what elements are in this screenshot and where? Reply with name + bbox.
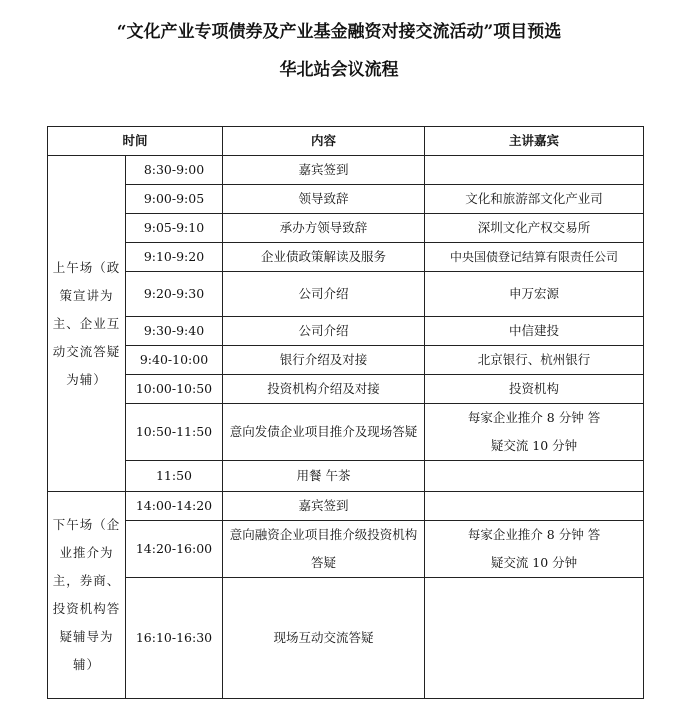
row-speaker: 中信建投 (425, 317, 644, 346)
row-content: 银行介绍及对接 (223, 346, 425, 375)
row-content: 嘉宾签到 (223, 156, 425, 185)
row-time: 9:10-9:20 (126, 243, 223, 272)
row-content: 领导致辞 (223, 185, 425, 214)
title-line-2: 华北站会议流程 (279, 60, 399, 80)
row-time: 9:30-9:40 (126, 317, 223, 346)
row-speaker: 投资机构 (425, 375, 644, 404)
table-row (48, 404, 644, 461)
row-time: 9:00-9:05 (126, 185, 223, 214)
row-content: 公司介绍 (223, 272, 425, 317)
row-time: 8:30-9:00 (126, 156, 223, 185)
row-content: 承办方领导致辞 (223, 214, 425, 243)
table-row (48, 185, 644, 214)
row-speaker: 每家企业推介 8 分钟 答疑交流 10 分钟 (425, 521, 644, 578)
row-time: 9:20-9:30 (126, 272, 223, 317)
schedule-table (47, 126, 644, 699)
row-content: 公司介绍 (223, 317, 425, 346)
table-row (48, 578, 644, 699)
row-content: 意向融资企业项目推介级投资机构答疑 (223, 521, 425, 578)
row-time: 10:00-10:50 (126, 375, 223, 404)
row-content: 嘉宾签到 (223, 492, 425, 521)
table-row (48, 156, 644, 185)
row-speaker (425, 156, 644, 185)
row-content: 投资机构介绍及对接 (223, 375, 425, 404)
row-speaker: 北京银行、杭州银行 (425, 346, 644, 375)
row-speaker (425, 461, 644, 492)
title-line-1: “文化产业专项债券及产业基金融资对接交流活动”项目预选 (116, 22, 562, 42)
row-speaker (425, 492, 644, 521)
header-content: 内容 (223, 127, 425, 156)
row-content: 企业债政策解读及服务 (223, 243, 425, 272)
row-time: 11:50 (126, 461, 223, 492)
row-speaker: 申万宏源 (425, 272, 644, 317)
row-time: 16:10-16:30 (126, 578, 223, 699)
row-time: 14:20-16:00 (126, 521, 223, 578)
table-row (48, 214, 644, 243)
row-speaker: 深圳文化产权交易所 (425, 214, 644, 243)
row-speaker (425, 578, 644, 699)
table-row (48, 492, 644, 521)
row-speaker: 中央国债登记结算有限责任公司 (425, 243, 644, 272)
row-time: 9:40-10:00 (126, 346, 223, 375)
table-row (48, 272, 644, 317)
table-row (48, 317, 644, 346)
table-header-row (48, 127, 644, 156)
row-content: 现场互动交流答疑 (223, 578, 425, 699)
row-speaker: 每家企业推介 8 分钟 答疑交流 10 分钟 (425, 404, 644, 461)
header-speaker: 主讲嘉宾 (425, 127, 644, 156)
afternoon-session-label: 下午场（企业推介为主，券商、投资机构答疑辅导为辅） (48, 492, 126, 699)
row-time: 14:00-14:20 (126, 492, 223, 521)
table-row (48, 521, 644, 578)
table-row (48, 243, 644, 272)
row-time: 10:50-11:50 (126, 404, 223, 461)
row-content: 用餐 午茶 (223, 461, 425, 492)
table-row (48, 461, 644, 492)
row-speaker: 文化和旅游部文化产业司 (425, 185, 644, 214)
row-time: 9:05-9:10 (126, 214, 223, 243)
row-content: 意向发债企业项目推介及现场答疑 (223, 404, 425, 461)
table-row (48, 375, 644, 404)
morning-session-label: 上午场（政策宣讲为主、企业互动交流答疑为辅） (48, 156, 126, 492)
table-row (48, 346, 644, 375)
header-time: 时间 (48, 127, 223, 156)
